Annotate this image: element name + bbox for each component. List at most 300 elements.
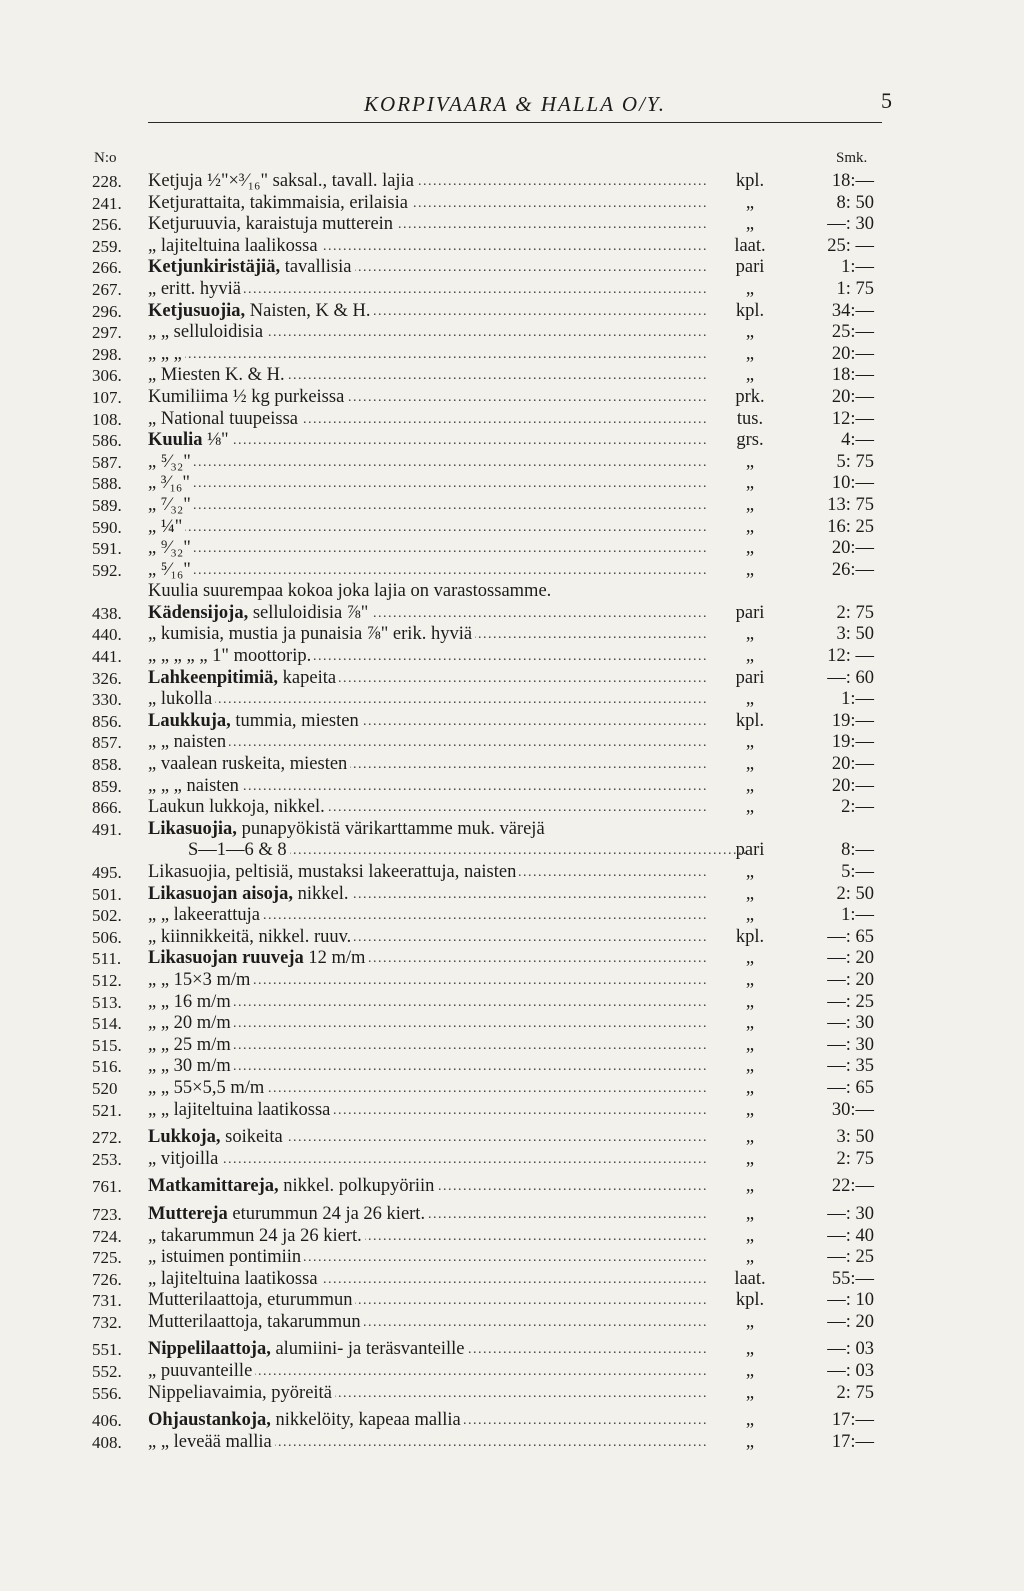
item-description	[148, 344, 718, 366]
item-description	[148, 236, 718, 258]
catalog-row	[0, 538, 1024, 560]
item-description	[148, 257, 718, 279]
item-number: 228.	[92, 172, 122, 191]
item-text: „ istuimen pontimiin	[148, 1247, 302, 1268]
item-unit: „	[745, 991, 755, 1012]
item-price: —: 65	[827, 926, 874, 947]
item-unit: kpl.	[735, 1290, 765, 1311]
item-description	[148, 1247, 718, 1269]
catalog-row	[0, 214, 1024, 236]
item-number: 725.	[92, 1248, 122, 1268]
item-heading: Kädensijoja,	[148, 602, 249, 623]
item-price: 19:—	[831, 732, 874, 753]
item-description	[148, 214, 718, 236]
catalog-row	[0, 236, 1024, 258]
item-unit: „	[745, 1077, 755, 1098]
item-unit: „	[745, 1176, 755, 1197]
item-description	[148, 754, 718, 776]
catalog-row	[0, 862, 1024, 884]
item-description	[148, 948, 718, 970]
item-number: 857.	[92, 733, 122, 753]
item-number: 306.	[92, 366, 122, 386]
item-text: „ lajiteltuina laatikossa	[148, 1268, 318, 1289]
item-price: 20:—	[831, 386, 874, 407]
item-unit: pari	[735, 667, 765, 688]
item-text: „ „ 25 m/m	[148, 1034, 231, 1055]
catalog-row	[0, 819, 1024, 841]
item-price: —: 20	[827, 1311, 874, 1332]
item-price: —: 30	[827, 1203, 874, 1224]
item-number: 406.	[92, 1411, 122, 1431]
item-text: nikkel.	[292, 883, 349, 904]
item-text: „ „ „ „ „ 1" moottorip.	[148, 646, 312, 667]
catalog-row	[0, 1383, 1024, 1405]
item-text: eturummun 24 ja 26 kiert.	[227, 1203, 426, 1224]
item-unit: „	[745, 1431, 755, 1452]
catalog-row	[0, 560, 1024, 582]
item-text: Likasuojia, peltisiä, mustaksi lakeerattuja, naisten	[148, 862, 517, 882]
item-number: 516.	[92, 1057, 122, 1077]
page-number: 5	[881, 88, 892, 113]
item-description	[148, 473, 718, 495]
catalog-row	[0, 1432, 1024, 1454]
item-number: 761.	[92, 1177, 122, 1197]
item-text: „ lajiteltuina laalikossa	[148, 235, 318, 256]
item-unit: „	[745, 689, 755, 710]
item-price: 5:—	[841, 862, 874, 882]
item-price: 1:—	[841, 689, 874, 710]
item-price: —: 10	[827, 1290, 874, 1311]
item-description	[148, 495, 718, 517]
item-number: 326.	[92, 668, 122, 688]
item-unit: „	[745, 905, 755, 926]
item-heading: Lukkoja,	[148, 1127, 221, 1148]
item-description	[148, 624, 718, 646]
price-column-header: Smk.	[836, 150, 868, 166]
item-description	[148, 1100, 718, 1122]
item-number: 521.	[92, 1100, 122, 1120]
item-text: Mutterilaattoja, takarummun	[148, 1311, 361, 1332]
item-description	[148, 1035, 718, 1057]
running-head	[148, 88, 892, 123]
catalog-row	[0, 495, 1024, 517]
item-description	[148, 581, 848, 603]
item-text: selluloidisia ⅞"	[248, 602, 369, 623]
item-description	[148, 732, 718, 754]
item-unit: „	[745, 624, 755, 645]
item-number: 858.	[92, 755, 122, 775]
item-unit: „	[745, 1127, 755, 1148]
item-price: 34:—	[831, 300, 874, 321]
item-number: 256.	[92, 215, 122, 235]
catalog-row	[0, 1269, 1024, 1291]
item-unit: „	[745, 473, 755, 494]
item-description	[148, 1361, 718, 1383]
catalog-row	[0, 970, 1024, 992]
item-price: 25:—	[831, 322, 874, 343]
item-number: 297.	[92, 323, 122, 343]
item-price: 30:—	[831, 1099, 874, 1120]
item-description	[148, 1149, 718, 1171]
item-text: alumiini- ja teräsvanteille	[270, 1339, 465, 1360]
item-unit: „	[745, 278, 755, 299]
item-text: „ „ 55×5,5 m/m	[148, 1077, 265, 1098]
catalog-row	[0, 1035, 1024, 1057]
item-text: Mutterilaattoja, eturummun	[148, 1290, 353, 1311]
item-text: „ ³⁄₁₆"	[148, 473, 190, 494]
item-price: 12:—	[831, 408, 874, 429]
catalog-row	[0, 646, 1024, 668]
item-price: 26:—	[831, 559, 874, 580]
item-unit: pari	[735, 257, 765, 278]
item-text: „ vitjoilla	[148, 1148, 219, 1169]
catalog-row	[0, 517, 1024, 539]
item-unit: pari	[735, 840, 765, 861]
item-number: 298.	[92, 344, 122, 364]
item-heading: Ketjusuojia,	[148, 300, 246, 321]
item-number: 272.	[92, 1128, 122, 1148]
item-price: 17:—	[831, 1431, 874, 1452]
item-unit: „	[745, 754, 755, 775]
item-price: 22:—	[831, 1176, 874, 1197]
item-text: Naisten, K & H.	[245, 300, 371, 321]
item-unit: „	[745, 451, 755, 472]
item-price: 10:—	[831, 473, 874, 494]
item-unit: kpl.	[735, 926, 765, 947]
item-unit: tus.	[736, 408, 764, 429]
catalog-row	[0, 905, 1024, 927]
item-text: Ketjurattaita, takimmaisia, erilaisia	[148, 192, 408, 213]
item-price: —: 30	[827, 1034, 874, 1055]
item-price: 1:—	[841, 257, 874, 278]
item-text: tavallisia	[280, 257, 352, 278]
item-heading: Matkamittareja,	[148, 1176, 279, 1197]
catalog-row	[0, 1100, 1024, 1122]
item-unit: „	[745, 1361, 755, 1382]
item-number: 441.	[92, 647, 122, 667]
item-text: „ „ naisten	[148, 732, 227, 753]
item-price: —: 25	[827, 1247, 874, 1268]
item-unit: „	[745, 365, 755, 386]
item-unit: „	[745, 343, 755, 364]
item-description	[148, 1226, 718, 1248]
item-text: „ „ „	[148, 343, 182, 364]
item-description	[148, 689, 718, 711]
item-text: 12 m/m	[303, 948, 366, 969]
catalog-row	[0, 797, 1024, 819]
item-description	[148, 1410, 718, 1432]
item-unit: „	[745, 775, 755, 796]
item-text: „ kiinnikkeitä, nikkel. ruuv.	[148, 926, 352, 947]
catalog-row	[0, 301, 1024, 323]
item-unit: „	[745, 969, 755, 990]
item-unit: „	[745, 1382, 755, 1403]
item-number: 513.	[92, 992, 122, 1012]
item-price: 16: 25	[827, 516, 874, 537]
item-number: 296.	[92, 301, 122, 321]
catalog-row	[0, 1339, 1024, 1361]
item-price: 8:—	[841, 840, 874, 861]
item-text: „ eritt. hyviä	[148, 278, 241, 299]
item-unit: „	[745, 1410, 755, 1431]
item-unit: „	[745, 1247, 755, 1268]
item-price: —: 65	[827, 1077, 874, 1098]
item-description	[148, 776, 718, 798]
item-number: 724.	[92, 1226, 122, 1246]
item-text: kapeita	[278, 667, 337, 688]
item-unit: „	[745, 948, 755, 969]
item-description	[148, 279, 718, 301]
catalog-row	[0, 430, 1024, 452]
item-description	[148, 1269, 718, 1291]
item-number: 266.	[92, 258, 122, 278]
item-unit: „	[745, 1339, 755, 1360]
item-description	[148, 560, 718, 582]
item-number: 556.	[92, 1383, 122, 1403]
item-unit: „	[745, 538, 755, 559]
item-price: 3: 50	[836, 624, 874, 645]
catalog-row	[0, 387, 1024, 409]
catalog-row	[0, 1078, 1024, 1100]
item-number: 506.	[92, 927, 122, 947]
catalog-row	[0, 754, 1024, 776]
catalog-row	[0, 948, 1024, 970]
item-heading: Muttereja	[148, 1203, 228, 1224]
item-heading: Ketjunkiristäjiä,	[148, 257, 281, 278]
item-text: „ „ 20 m/m	[148, 1013, 231, 1034]
catalog-row	[0, 689, 1024, 711]
item-price: 4:—	[841, 430, 874, 451]
item-price: 19:—	[831, 710, 874, 731]
item-text: „ „ 15×3 m/m	[148, 969, 251, 990]
item-price: —: 25	[827, 991, 874, 1012]
item-number: 520	[92, 1078, 118, 1098]
item-description	[148, 538, 718, 560]
item-number: 588.	[92, 474, 122, 494]
item-price: —: 20	[827, 969, 874, 990]
item-number: 552.	[92, 1362, 122, 1382]
item-unit: kpl.	[735, 171, 765, 191]
item-text: nikkelöity, kapeaa mallia	[270, 1410, 461, 1431]
item-price: —: 03	[827, 1361, 874, 1382]
item-description	[148, 430, 718, 452]
item-text: „ ⁵⁄₁₆"	[148, 559, 191, 580]
catalog-row	[0, 279, 1024, 301]
item-description	[148, 1078, 718, 1100]
item-number: 732.	[92, 1312, 122, 1332]
item-text: „ „ lajiteltuina laatikossa	[148, 1099, 331, 1120]
catalog-row	[0, 1410, 1024, 1432]
item-heading: Laukkuja,	[148, 710, 231, 731]
item-number: 859.	[92, 776, 122, 796]
item-price: —: 60	[827, 667, 874, 688]
item-price: 20:—	[831, 343, 874, 364]
item-text: „ ⁷⁄₃₂"	[148, 494, 191, 515]
item-description	[148, 387, 718, 409]
item-description	[148, 603, 718, 625]
item-unit: „	[745, 214, 755, 235]
catalog-row	[0, 927, 1024, 949]
item-unit: kpl.	[735, 710, 765, 731]
item-number: 501.	[92, 884, 122, 904]
catalog-row	[0, 452, 1024, 474]
item-description	[148, 365, 718, 387]
item-text: Laukun lukkoja, nikkel.	[148, 797, 325, 818]
item-unit: pari	[735, 602, 765, 623]
item-price: —: 40	[827, 1225, 874, 1246]
item-description	[148, 668, 718, 690]
item-price: —: 35	[827, 1056, 874, 1077]
item-price: 12: —	[827, 646, 874, 667]
item-number: 515.	[92, 1035, 122, 1055]
catalog-row	[0, 1149, 1024, 1171]
item-unit: „	[745, 1225, 755, 1246]
item-price: —: 20	[827, 948, 874, 969]
item-unit: laat.	[734, 1268, 766, 1289]
item-text: tummia, miesten	[230, 710, 359, 731]
item-text: „ ¼"	[148, 516, 183, 537]
item-price: 17:—	[831, 1410, 874, 1431]
catalog-row	[0, 257, 1024, 279]
item-price: —: 30	[827, 1013, 874, 1034]
item-unit: „	[745, 646, 755, 667]
item-text: nikkel. polkupyöriin	[278, 1176, 435, 1197]
item-description	[148, 1056, 718, 1078]
catalog-row	[0, 1290, 1024, 1312]
catalog-row	[0, 1247, 1024, 1269]
catalog-row	[0, 322, 1024, 344]
item-price: 2: 75	[836, 1148, 874, 1169]
catalog-row	[0, 668, 1024, 690]
item-text: soikeita	[220, 1127, 283, 1148]
catalog-row	[0, 1176, 1024, 1198]
item-description	[148, 992, 718, 1014]
item-price: 5: 75	[836, 451, 874, 472]
item-text: „ „ leveää mallia	[148, 1431, 272, 1452]
item-description	[148, 970, 718, 992]
item-unit: „	[745, 862, 755, 882]
item-unit: „	[745, 1148, 755, 1169]
item-text: „ National tuupeissa	[148, 408, 299, 429]
item-description	[148, 1176, 718, 1198]
catalog-row	[0, 992, 1024, 1014]
item-unit: „	[745, 732, 755, 753]
item-number: 108.	[92, 409, 122, 429]
item-heading: Ohjaustankoja,	[148, 1410, 271, 1431]
item-number: 591.	[92, 539, 122, 559]
item-description	[148, 409, 718, 431]
item-number: 731.	[92, 1291, 122, 1311]
catalog-row	[0, 624, 1024, 646]
item-price: 1:—	[841, 905, 874, 926]
catalog-row	[0, 473, 1024, 495]
catalog-row	[0, 776, 1024, 798]
catalog-row	[0, 409, 1024, 431]
item-number: 267.	[92, 279, 122, 299]
item-text: „ kumisia, mustia ja punaisia ⅞" erik. hyviä	[148, 624, 473, 645]
item-unit: grs.	[736, 430, 764, 451]
item-unit: „	[745, 559, 755, 580]
number-column-header: N:o	[94, 150, 117, 166]
item-unit: „	[745, 516, 755, 537]
catalog-row	[0, 1013, 1024, 1035]
item-price: 2:—	[841, 797, 874, 818]
item-text: punapyökistä värikarttamme muk. värejä	[236, 818, 545, 839]
item-text: „ „ lakeerattuja	[148, 905, 260, 926]
item-unit: „	[745, 1099, 755, 1120]
item-number: 438.	[92, 603, 122, 623]
item-price: 2: 75	[836, 602, 874, 623]
item-text: S—1—6 & 8	[188, 840, 287, 861]
item-heading: Nippelilaattoja,	[148, 1339, 271, 1360]
item-price: —: 30	[827, 214, 874, 235]
item-price: 2: 75	[836, 1382, 874, 1403]
item-price: 25: —	[827, 235, 874, 256]
catalog-row	[0, 365, 1024, 387]
item-description	[148, 1383, 718, 1405]
item-unit: „	[745, 883, 755, 904]
item-number: 440.	[92, 625, 122, 645]
item-number: 587.	[92, 452, 122, 472]
item-number: 856.	[92, 711, 122, 731]
item-text: Kuulia suurempaa kokoa joka lajia on varastossamme.	[148, 581, 552, 602]
item-text: ⅛"	[202, 430, 229, 451]
item-number: 495.	[92, 863, 122, 882]
item-price: —: 03	[827, 1339, 874, 1360]
catalog-row	[0, 603, 1024, 625]
item-description	[148, 862, 718, 884]
item-unit: laat.	[734, 235, 766, 256]
item-text: „ „ „ naisten	[148, 775, 239, 796]
catalog-row	[0, 1226, 1024, 1248]
item-description	[148, 1127, 718, 1149]
catalog-row	[0, 1127, 1024, 1149]
item-text: Ketjuruuvia, karaistuja mutterein	[148, 214, 394, 235]
item-unit: „	[745, 1056, 755, 1077]
item-description	[148, 1013, 718, 1035]
item-text: „ vaalean ruskeita, miesten	[148, 754, 348, 775]
item-description	[148, 452, 718, 474]
item-description	[148, 927, 718, 949]
item-number: 107.	[92, 387, 122, 407]
item-text: „ „ selluloidisia	[148, 322, 264, 343]
item-price: 20:—	[831, 538, 874, 559]
catalog-row	[0, 1056, 1024, 1078]
item-unit: kpl.	[735, 300, 765, 321]
item-number: 592.	[92, 560, 122, 580]
catalog-row	[0, 171, 1024, 193]
item-number: 586.	[92, 431, 122, 451]
item-description	[148, 819, 718, 841]
item-description	[148, 301, 718, 323]
item-price: 8: 50	[836, 192, 874, 213]
item-description	[148, 884, 718, 906]
item-description	[148, 711, 718, 733]
item-number: 491.	[92, 819, 122, 839]
item-description	[148, 797, 718, 819]
item-unit: „	[745, 322, 755, 343]
item-number: 590.	[92, 517, 122, 537]
item-number: 253.	[92, 1149, 122, 1169]
item-price: 1: 75	[836, 278, 874, 299]
item-number: 512.	[92, 970, 122, 990]
item-unit: „	[745, 1311, 755, 1332]
item-text: „ lukolla	[148, 689, 213, 710]
item-number: 514.	[92, 1014, 122, 1034]
item-price: 18:—	[831, 171, 874, 191]
running-title: KORPIVAARA & HALLA O/Y.	[364, 92, 666, 116]
item-number: 330.	[92, 690, 122, 710]
